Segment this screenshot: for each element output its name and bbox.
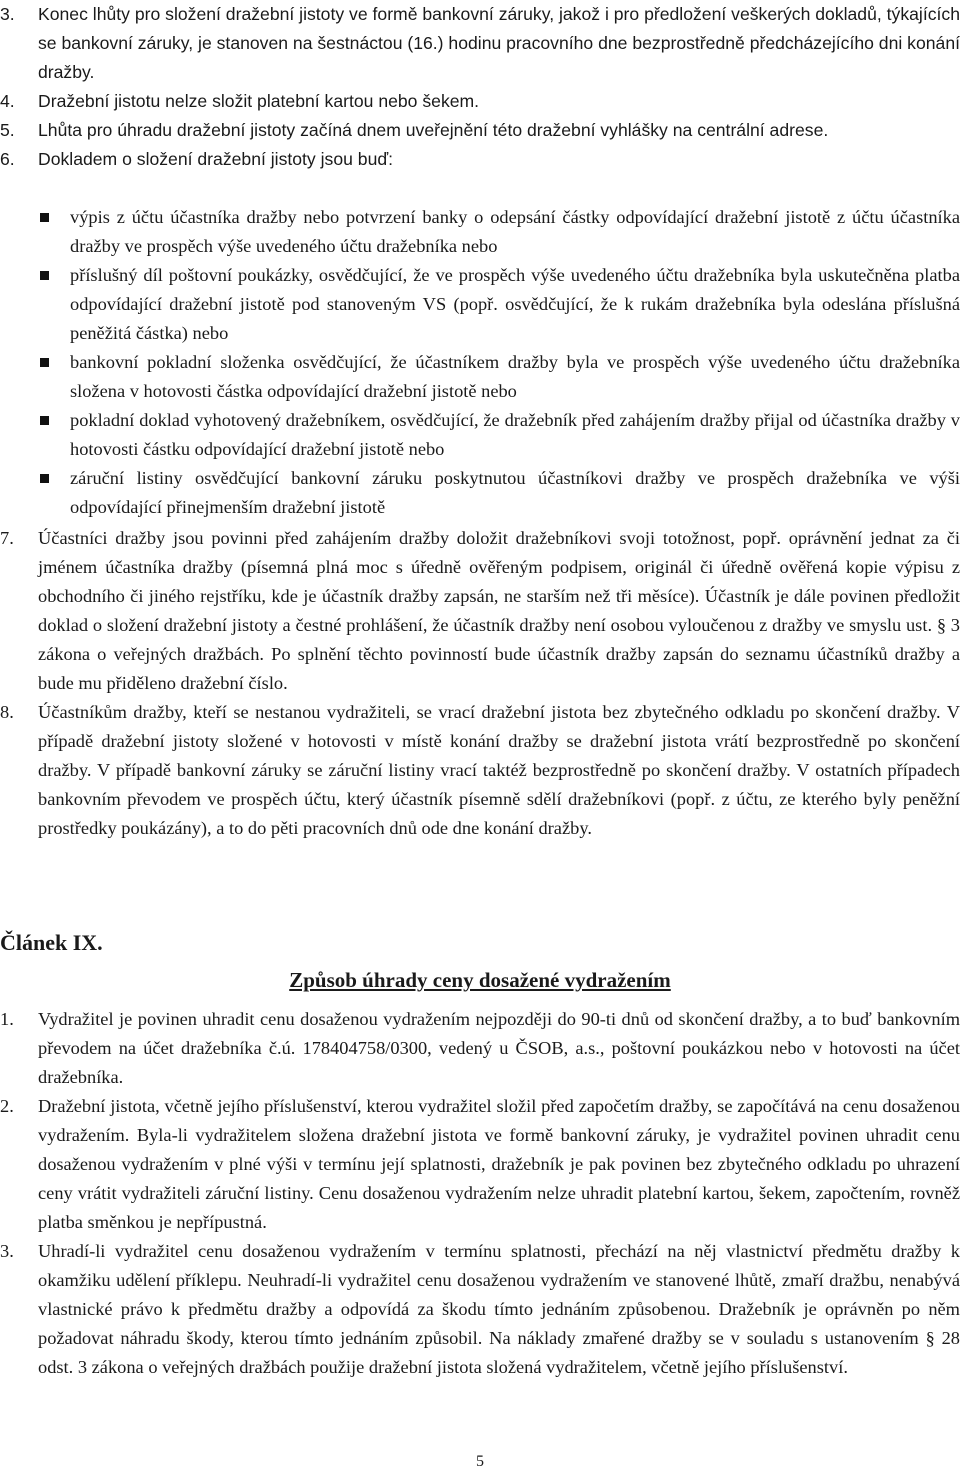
list-item <box>0 116 960 145</box>
bullet-item <box>0 348 960 406</box>
item-text: Konec lhůty pro složení dražební jistoty ve formě bankovní záruky, jakož i pro předložení veškerých dokladů, týkajících se bankovní záruky, je stanoven na šestnáctou (16.) hodinu pracovního dne bezprostředně předcházejícího dni konání dražby. <box>38 4 960 82</box>
list-item <box>0 1237 960 1382</box>
item-number: 4. <box>0 91 15 111</box>
article-items-block <box>0 1005 960 1382</box>
bullet-text: výpis z účtu účastníka dražby nebo potvrzení banky o odepsání částky odpovídající dražební jistotě z účtu účastníka dražby ve prospěch výše uvedeného účtu dražebníka nebo <box>70 207 960 256</box>
list-item <box>0 698 960 843</box>
item-text: Dokladem o složení dražební jistoty jsou buď: <box>38 149 394 169</box>
item-text: Lhůta pro úhradu dražební jistoty začíná dnem uveřejnění této dražební vyhlášky na centrální adrese. <box>38 120 829 140</box>
bullet-text: záruční listiny osvědčující bankovní záruku poskytnutou účastníkovi dražby ve prospěch dražebníka ve výši odpovídající přinejmenším dražební jistotě <box>70 468 960 517</box>
list-item <box>0 145 960 174</box>
item-text: Uhradí-li vydražitel cenu dosaženou vydražením v termínu splatnosti, přechází na něj vlastnictví předmětu dražby k okamžiku udělení příklepu. Neuhradí-li vydražitel cenu dosaženou vydražením ve stanovené lhůtě, zmaří dražbu, nenabývá vlastnické právo k předmětu dražby a odpovídá za škodu tímto jednáním způsobenou. Dražebník je oprávněn po něm požadovat náhradu škody, kterou tímto jednáním způsobil. Na náklady zmařené dražby se v souladu s ustanovením § 28 odst. 3 zákona o veřejných dražbách použije dražební jistota složená vydražitelem, včetně jejího příslušenství. <box>38 1241 960 1377</box>
bullet-item <box>0 406 960 464</box>
item-text: Dražební jistotu nelze složit platební kartou nebo šekem. <box>38 91 480 111</box>
bullet-text: pokladní doklad vyhotovený dražebníkem, osvědčující, že dražebník před zahájením dražby přijal od účastníka dražby v hotovosti částku odpovídající dražební jistotě nebo <box>70 410 960 459</box>
square-bullet-icon <box>40 271 49 280</box>
square-bullet-icon <box>40 474 49 483</box>
list-item <box>0 524 960 698</box>
item-number: 3. <box>0 4 15 24</box>
item-number: 3. <box>0 1241 14 1261</box>
item-number: 6. <box>0 149 15 169</box>
bullet-list <box>0 203 960 522</box>
square-bullet-icon <box>40 416 49 425</box>
top-items-block <box>0 0 960 174</box>
items-after-block <box>0 524 960 843</box>
item-number: 1. <box>0 1009 14 1029</box>
item-text: Účastníkům dražby, kteří se nestanou vydražiteli, se vrací dražební jistota bez zbytečného odkladu po skončení dražby. V případě dražební jistoty složené v hotovosti v místě konání dražby se dražební jistota vrátí bezprostředně po skončení dražby. V případě bankovní záruky se záruční listiny vrací taktéž bezprostředně po skončení dražby. V ostatních případech bankovním převodem ve prospěch účtu, který účastník písemně sdělí dražebníkovi (popř. z účtu, ze kterého byly peněžní prostředky poukázány), a to do pěti pracovních dnů ode dne konání dražby. <box>38 702 960 838</box>
item-number: 7. <box>0 528 14 548</box>
bullet-text: příslušný díl poštovní poukázky, osvědčující, že ve prospěch výše uvedeného účtu dražebníka byla uskutečněna platba odpovídající dražební jistotě pod stanoveným VS (popř. osvědčující, že k rukám dražebníka byla odeslána příslušná peněžitá částka) nebo <box>70 265 960 343</box>
list-item <box>0 1092 960 1237</box>
bullet-item <box>0 261 960 348</box>
item-number: 5. <box>0 120 15 140</box>
square-bullet-icon <box>40 213 49 222</box>
item-number: 2. <box>0 1096 14 1116</box>
list-item <box>0 0 960 87</box>
item-text: Dražební jistota, včetně jejího příslušenství, kterou vydražitel složil před započetím dražby, se započítává na cenu dosaženou vydražením. Byla-li vydražitelem složena dražební jistota ve formě bankovní záruky, je vydražitel povinen uhradit cenu dosaženou vydražením v plné výši v termínu její splatnosti, dražebník je pak povinen bez zbytečného odkladu po uhrazení ceny vrátit vydražiteli záruční listiny. Cenu dosaženou vydražením nelze uhradit platební kartou, šekem, započtením, rovněž platba směnkou je nepřípustná. <box>38 1096 960 1232</box>
list-item <box>0 87 960 116</box>
bullet-list-block <box>0 203 960 522</box>
article-subheading: Způsob úhrady ceny dosažené vydražením <box>289 968 671 992</box>
list-item <box>0 1005 960 1092</box>
item-number: 8. <box>0 702 14 722</box>
page-number: 5 <box>476 1453 484 1470</box>
bullet-text: bankovní pokladní složenka osvědčující, že účastníkem dražby byla ve prospěch výše uvedeného účtu dražebníka složena v hotovosti částka odpovídající dražební jistotě nebo <box>70 352 960 401</box>
article-heading: Článek IX. <box>0 930 103 955</box>
square-bullet-icon <box>40 358 49 367</box>
item-text: Vydražitel je povinen uhradit cenu dosaženou vydražením nejpozději do 90-ti dnů od skončení dražby, a to buď bankovním převodem na účet dražebníka č.ú. 178404758/0300, vedený u ČSOB, a.s., poštovní poukázkou nebo v hotovosti na účet dražebníka. <box>38 1009 960 1087</box>
bullet-item <box>0 464 960 522</box>
bullet-item <box>0 203 960 261</box>
item-text: Účastníci dražby jsou povinni před zahájením dražby doložit dražebníkovi svoji totožnost, popř. oprávnění jednat za či jménem účastníka dražby (písemná plná moc s úředně ověřeným podpisem, originál či úředně ověřená kopie výpisu z obchodního či jiného rejstříku, kde je účastník dražby zapsán, ne starším než tři měsíce). Účastník je dále povinen předložit doklad o složení dražební jistoty a čestné prohlášení, že účastník dražby není osobou vyloučenou z dražby ve smyslu ust. § 3 zákona o veřejných dražbách. Po splnění těchto povinností bude účastník dražby zapsán do seznamu účastníků dražby a bude mu přiděleno dražební číslo. <box>38 528 960 693</box>
